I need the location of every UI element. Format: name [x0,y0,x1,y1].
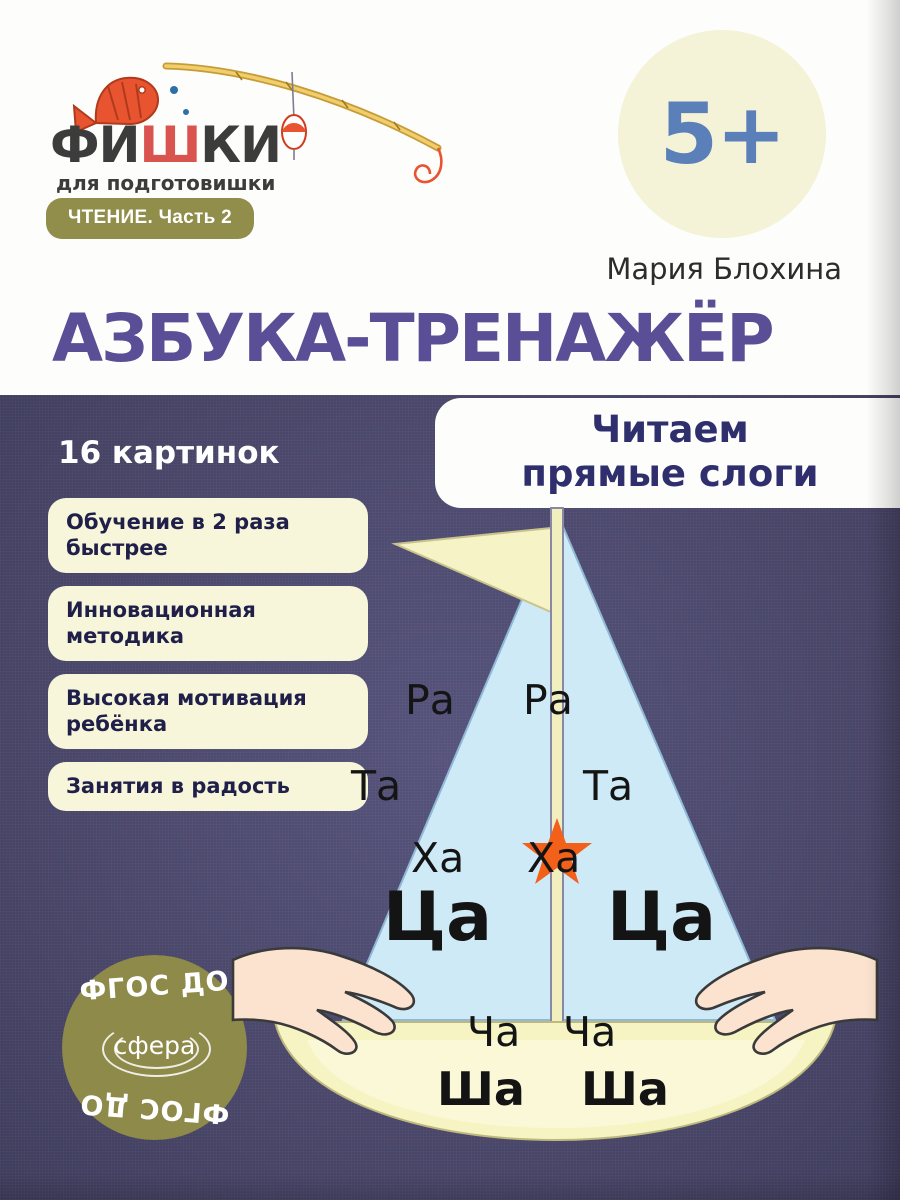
author-name: Мария Блохина [606,252,842,286]
syllable-tsa-left: Ца [383,878,492,957]
subtitle [460,408,880,496]
age-badge [618,30,826,238]
age-badge-label: 5+ [659,85,785,183]
sailboat-illustration [215,500,895,1160]
series-badge: ЧТЕНИЕ. Часть 2 [46,198,254,239]
syllable-cha-right: Ча [563,1008,617,1056]
syllable-ta-left: Та [351,762,402,810]
syllable-sha-right: Ша [581,1062,669,1116]
fgos-badge-arc-top: ФГОС ДО [78,965,231,1008]
brand-wordmark [50,116,281,174]
syllable-ra-right: Ра [523,676,573,724]
subtitle-line-2: прямые слоги [521,452,819,495]
feature-item: Высокая мотивация ребёнка [48,674,368,749]
syllable-cha-left: Ча [467,1008,521,1056]
syllable-sha-left: Ша [437,1062,525,1116]
syllable-ha-left: Ха [411,834,465,882]
feature-item: Инновационная методика [48,586,368,661]
brand-logo [46,28,466,208]
syllable-ta-right: Та [583,762,634,810]
syllable-tsa-right: Ца [607,878,716,957]
sailboat-graphic [215,500,895,1160]
fgos-badge-arc-bottom: ФГОС ДО [78,1087,231,1130]
syllable-ra-left: Ра [405,676,455,724]
brand-wordmark-highlight: Ш [139,116,201,174]
syllable-ha-right: Ха [527,834,581,882]
feature-item: Занятия в радость [48,762,368,811]
picture-count-label: 16 картинок [58,435,280,471]
brand-wordmark-part2: КИ [200,116,281,174]
subtitle-line-1: Читаем [591,408,749,451]
fgos-badge-publisher: сфера [113,1031,196,1060]
page-title: АЗБУКА-ТРЕНАЖЁР [52,300,773,377]
feature-item: Обучение в 2 раза быстрее [48,498,368,573]
brand-tagline: для подготовишки [56,171,276,195]
brand-wordmark-part1: ФИ [50,116,140,174]
